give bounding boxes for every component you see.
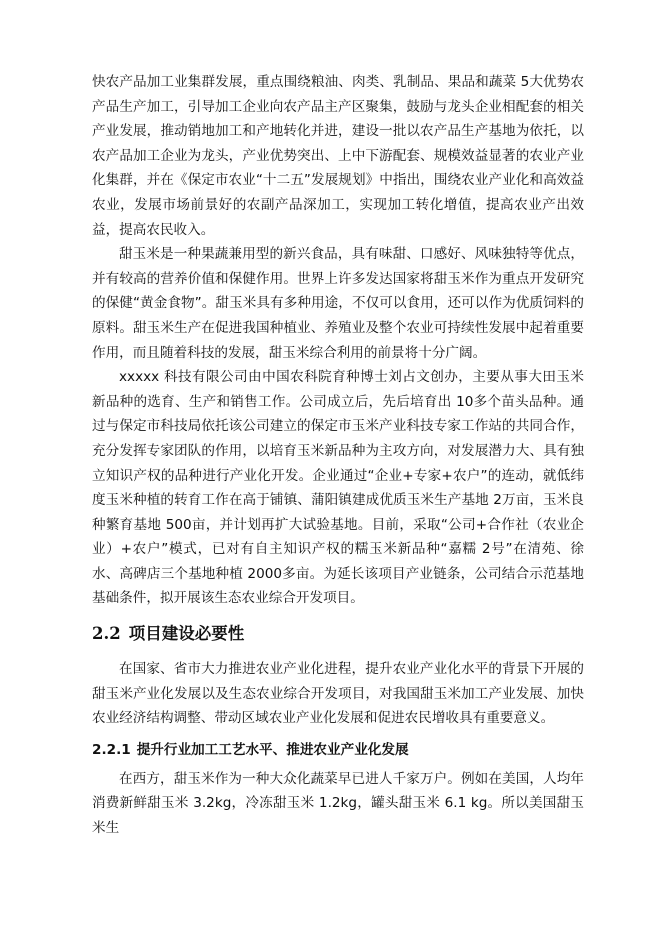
subsection-heading — [92, 737, 584, 763]
body-paragraph: 甜玉米是一种果蔬兼用型的新兴食品，具有味甜、口感好、风味独特等优点，并有较高的营养价值和保健作用。世界上许多发达国家将甜玉米作为重点开发研究的保健“黄金食物”。甜玉米具有多种用途，不仅可以食用，还可以作为优质饲料的原料。甜玉米生产在促进我国种植业、养殖业及整个农业可持续性发展中起着重要作用，而且随着科技的发展，甜玉米综合利用的前景将十分广阔。 — [92, 246, 584, 361]
section-title: 项目建设必要性 — [128, 624, 245, 644]
body-paragraph: xxxxx 科技有限公司由中国农科院育种博士刘占文创办，主要从事大田玉米新品种的选育、生产和销售工作。公司成立后，先后培育出 10多个苗头品种。通过与保定市科技局依托该公司建立的保定市玉米产业科技专家工作站的共同合作，充分发挥专家团队的作用，以培育玉米新品种为主攻方向，对发展潜力大、具有独立知识产权的品种进行产业化开发。企业通过“企业+专家+农户”的连动，就低纬度玉米种植的转育工作在高于铺镇、蒲阳镇建成优质玉米生产基地 2万亩，玉米良种繁育基地 500亩，并计划再扩大试验基地。目前，采取“公司+合作社（农业企业）+农户”模式，已对有自主知识产权的糯玉米新品种“嘉糯 2号”在清苑、徐水、高碑店三个基地种植 2000多亩。为延长该项目产业链条，公司结合示范基地基础条件，拟开展该生态农业综合开发项目。 — [92, 369, 584, 607]
document-body — [92, 70, 584, 841]
body-paragraph: 在西方，甜玉米作为一种大众化蔬菜早已进人千家万户。例如在美国，人均年消费新鲜甜玉米 3.2kg，冷冻甜玉米 1.2kg，罐头甜玉米 6.1 kg。所以美国甜玉米生 — [92, 770, 584, 837]
section-number: 2.2 — [92, 624, 121, 644]
body-paragraph: 快农产品加工业集群发展，重点围绕粮油、肉类、乳制品、果品和蔬菜 5大优势农产品生产加工，引导加工企业向农产品主产区聚集，鼓励与龙头企业相配套的相关产业发展，推动销地加工和产地转化并进，建设一批以农产品生产基地为依托，以农产品加工企业为龙头，产业优势突出、上中下游配套、规模效益显著的农业产业化集群，并在《保定市农业“十二五”发展规划》中指出，围绕农业产业化和高效益农业，发展市场前景好的农副产品深加工，实现加工转化增值，提高农业产出效益，提高农民收入。 — [92, 74, 584, 238]
subsection-number: 2.2.1 — [92, 741, 131, 758]
subsection-title: 提升行业加工工艺水平、推进农业产业化发展 — [136, 741, 409, 758]
body-paragraph: 在国家、省市大力推进农业产业化进程，提升农业产业化水平的背景下开展的甜玉米产业化发展以及生态农业综合开发项目，对我国甜玉米加工产业发展、加快农业经济结构调整、带动区域农业产业化发展和促进农民增收具有重要意义。 — [92, 661, 584, 727]
section-heading — [92, 621, 584, 647]
